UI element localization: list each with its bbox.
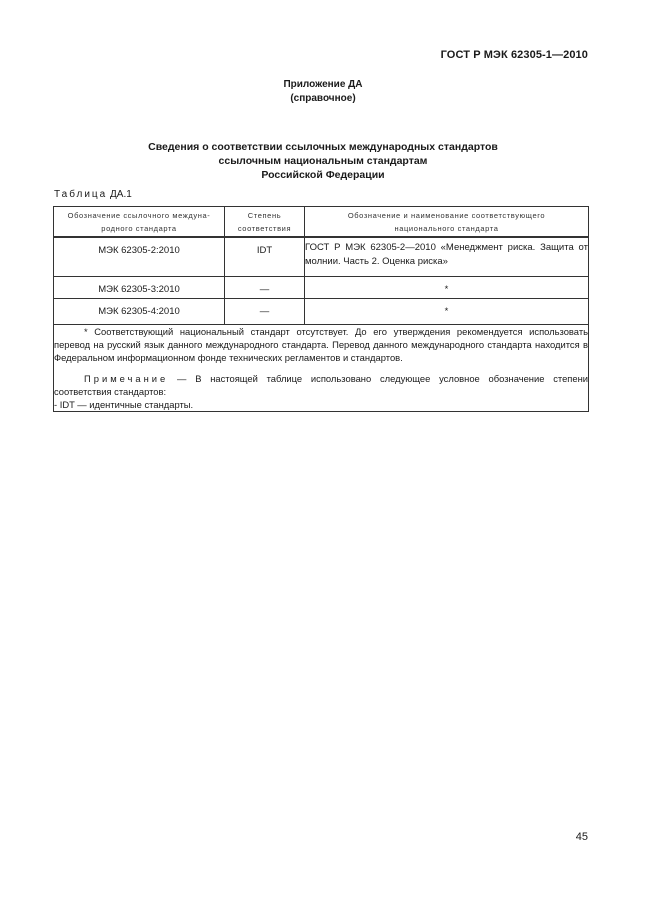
table-caption: [54, 189, 132, 200]
table-caption-word: Таблица: [54, 189, 108, 200]
cell-degree: —: [225, 277, 305, 299]
cell-degree: IDT: [225, 237, 305, 277]
section-heading: [0, 140, 646, 182]
column-header-degree: Степень соответствия: [225, 207, 305, 238]
document-code: ГОСТ Р МЭК 62305-1—2010: [440, 49, 588, 61]
cell-national: ГОСТ Р МЭК 62305-2—2010 «Менеджмент риска. Защита от молнии. Часть 2. Оценка риска»: [305, 237, 589, 277]
annex-kind: (справочное): [290, 93, 356, 104]
reference-standards-table: [53, 206, 589, 412]
annex-title: Приложение ДА: [283, 79, 363, 90]
table-header-row: [54, 207, 589, 238]
cell-degree: —: [225, 299, 305, 325]
table-notes: [54, 325, 589, 412]
column-header-national: Обозначение и наименование соответствующего национального стандарта: [305, 207, 589, 238]
cell-national: *: [305, 299, 589, 325]
note: [54, 372, 588, 398]
footnote: * Соответствующий национальный стандарт отсутствует. До его утверждения рекомендуется использовать перевод на русский язык данного международного стандарта. Перевод данного международного стандарта находится в Федеральном информационном фонде технических регламентов и стандартов.: [54, 326, 588, 363]
table-row: [54, 277, 589, 299]
heading-line: ссылочным национальным стандартам: [218, 155, 428, 167]
note-text: — В настоящей таблице использовано следующее условное обозначение степени соответствия стандартов:: [54, 373, 588, 397]
cell-national: *: [305, 277, 589, 299]
cell-reference: МЭК 62305-3:2010: [54, 277, 225, 299]
column-header-reference: Обозначение ссылочного междуна- родного стандарта: [54, 207, 225, 238]
note-item: - IDT — идентичные стандарты.: [54, 399, 194, 410]
page-number: 45: [575, 831, 588, 843]
note-label: Примечание: [84, 373, 169, 384]
table-notes-row: [54, 325, 589, 412]
heading-line: Сведения о соответствии ссылочных международных стандартов: [148, 141, 498, 153]
cell-reference: МЭК 62305-4:2010: [54, 299, 225, 325]
heading-line: Российской Федерации: [261, 169, 385, 181]
table-row: [54, 299, 589, 325]
table-caption-number: ДА.1: [110, 189, 132, 200]
cell-reference: МЭК 62305-2:2010: [54, 237, 225, 277]
table-row: [54, 237, 589, 277]
